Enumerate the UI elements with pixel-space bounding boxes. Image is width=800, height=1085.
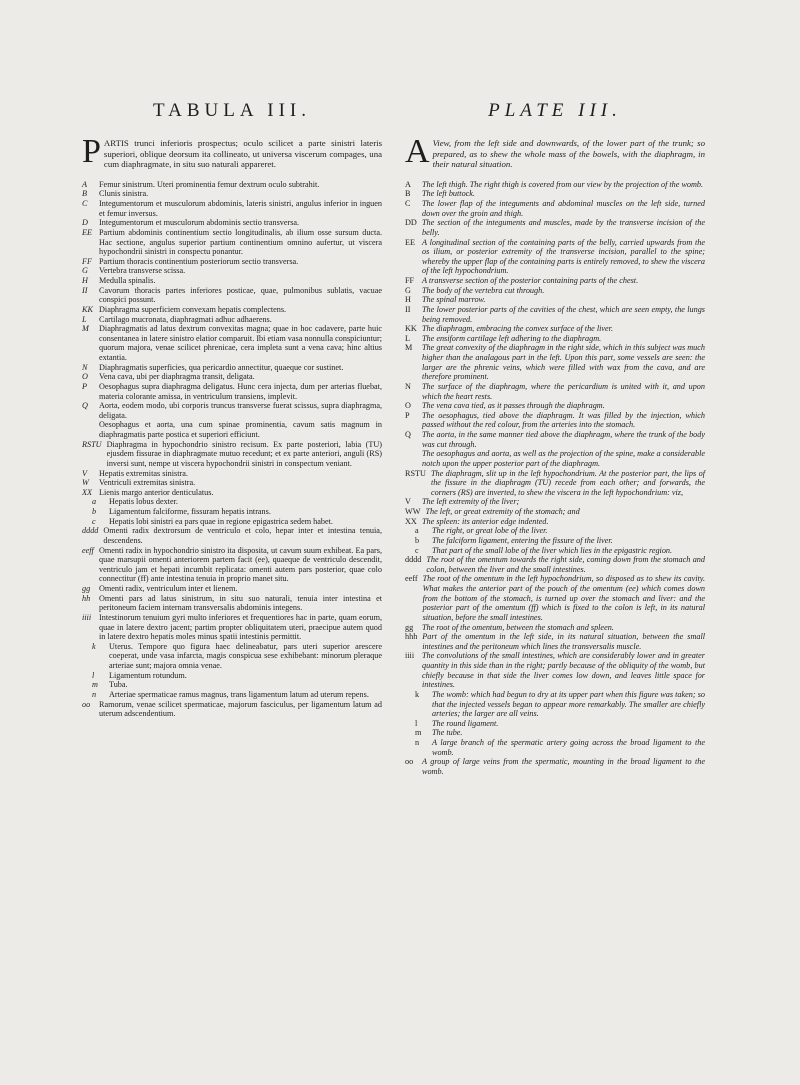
english-column	[405, 100, 705, 777]
legend-key: hh	[82, 593, 91, 603]
legend-text: Ligamentum falciforme, fissuram hepatis intrans.	[109, 507, 271, 517]
legend-text: Oesophagus et aorta, una cum spinae prominentia, cavum satis magnum in diaphragmatis parte postica et superiori efficiunt.	[99, 420, 382, 440]
legend-text: Oesophagus supra diaphragma deligatus. Hunc cera injecta, dum per arterias fluebat, materia colorante amissa, in ventriculum transiens, implevit.	[99, 381, 382, 401]
legend-key: dddd	[405, 555, 422, 565]
legend-key: B	[405, 189, 411, 199]
legend-key: FF	[82, 256, 93, 266]
legend-entry	[405, 401, 705, 411]
latin-intro: PARTIS trunci inferioris prospectus; oculo scilicet a parte sinistri lateris superiori, oblique deorsum ita collineato, ut universa viscerum compages, una cum diaphragmate, in situ suo naturali appareret.	[82, 133, 382, 170]
legend-entry	[405, 574, 705, 622]
legend-entry	[405, 199, 705, 218]
legend-entry	[405, 324, 705, 334]
legend-text: The ensiform cartilage left adhering to the diaphragm.	[422, 333, 602, 343]
legend-text: The lower flap of the integuments and abdominal muscles on the left side, turned down over the groin and thigh.	[422, 199, 705, 218]
legend-text: That part of the small lobe of the liver which lies in the epigastric region.	[432, 545, 673, 555]
legend-entry	[82, 497, 382, 507]
legend-text: Omenti pars ad latus sinistrum, in situ suo naturali, tenuia inter intestina et peritoneum faciem internam transversalis abdominis integens.	[99, 593, 382, 613]
legend-entry	[405, 382, 705, 401]
legend-text: A large branch of the spermatic artery going across the broad ligament to the womb.	[432, 738, 705, 757]
legend-text: Lienis margo anterior denticulatus.	[99, 487, 214, 497]
legend-text: The vena cava tied, as it passes through the diaphragm.	[422, 401, 605, 411]
legend-key: gg	[405, 622, 414, 632]
legend-entry	[82, 189, 382, 199]
legend-text: Hepatis lobi sinistri ea pars quae in regione epigastrica sedem habet.	[109, 516, 333, 526]
legend-text: Omenti radix, ventriculum inter et lienem.	[99, 584, 238, 594]
legend-entry	[405, 632, 705, 651]
legend-key: DD	[405, 218, 417, 228]
legend-entry	[405, 517, 705, 527]
legend-key: KK	[82, 304, 93, 314]
legend-key: iiii	[82, 612, 92, 622]
legend-key: II	[405, 304, 411, 314]
legend-key: Q	[82, 401, 88, 411]
legend-entry	[82, 228, 382, 257]
legend-entry	[82, 324, 382, 363]
legend-key: m	[92, 680, 98, 690]
legend-key: b	[92, 507, 97, 517]
legend-key: eeff	[82, 545, 94, 555]
legend-entry	[82, 180, 382, 190]
legend-key: II	[82, 285, 88, 295]
legend-text: The spleen: its anterior edge indented.	[422, 516, 549, 526]
legend-text: Partium abdominis continentium sectio longitudinalis, ab ilium osse sursum ducta. Hac sectione, angulus superior partium continentium omnino aufertur, ut viscera hypochondrii sinistri in conspectu ponantur.	[99, 227, 382, 257]
legend-text: The spinal marrow.	[422, 295, 486, 305]
legend-entry	[405, 555, 705, 574]
legend-key: l	[415, 718, 418, 728]
legend-entry	[82, 700, 382, 719]
legend-text: The womb: which had begun to dry at its upper part when this figure was taken; so that the injected vessels began to appear more remarkably. The smaller are chiefly arteries; the larger are all veins.	[432, 689, 705, 719]
legend-text: The root of the omentum, between the stomach and spleen.	[422, 622, 614, 632]
legend-text: Ventriculi extremitas sinistra.	[99, 478, 196, 488]
legend-key: H	[405, 295, 411, 305]
legend-text: The lower posterior parts of the cavities of the chest, which are seen empty, the lungs being removed.	[422, 304, 705, 324]
legend-text: Hepatis extremitas sinistra.	[99, 468, 188, 478]
legend-entry	[405, 295, 705, 305]
legend-key: dddd	[82, 526, 99, 536]
legend-key: A	[82, 179, 88, 189]
legend-key: P	[82, 381, 88, 391]
legend-entry	[82, 315, 382, 325]
legend-entry	[405, 189, 705, 199]
legend-key: EE	[82, 227, 93, 237]
legend-entry	[405, 536, 705, 546]
legend-key: L	[405, 333, 411, 343]
legend-key: a	[415, 526, 419, 536]
legend-text: The aorta, in the same manner tied above the diaphragm, where the trunk of the body was cut through.	[422, 430, 705, 449]
legend-entry	[82, 199, 382, 218]
legend-key: C	[82, 199, 88, 209]
legend-entry	[82, 401, 382, 420]
legend-entry	[405, 719, 705, 729]
legend-key: G	[405, 285, 411, 295]
legend-entry	[405, 728, 705, 738]
legend-entry	[405, 690, 705, 719]
legend-entry	[82, 478, 382, 488]
legend-text: The diaphragm, slit up in the left hypochondrium. At the posterior part, the lips of the fissure in the diaphragm (TU) recede from each other; and forwards, the corners (RS) are inverted, to shew the viscera in the left hypochondrium: viz,	[430, 468, 705, 497]
legend-key: XX	[82, 487, 93, 497]
legend-key: V	[405, 497, 411, 507]
legend-key: RSTU	[82, 439, 102, 449]
legend-text: Integumentorum et musculorum abdominis, lateris sinistri, angulus inferior in inguen et femur inversus.	[99, 199, 382, 218]
legend-entry	[405, 449, 705, 468]
legend-entry	[82, 440, 382, 469]
legend-key: H	[82, 276, 88, 286]
legend-text: Ligamentum rotundum.	[109, 670, 187, 680]
legend-key: k	[415, 689, 420, 699]
legend-text: Ramorum, venae scilicet spermaticae, majorum fasciculus, per ligamentum latum ad uterum adscendentium.	[99, 699, 382, 719]
legend-key: n	[415, 738, 420, 748]
legend-text: Diaphragmatis superficies, qua pericardio annectitur, quaeque cor sustinet.	[99, 362, 344, 372]
legend-text: Diaphragma superficiem convexam hepatis complectens.	[99, 304, 287, 314]
legend-key: D	[82, 218, 88, 228]
legend-text: The diaphragm, embracing the convex surface of the liver.	[422, 324, 613, 334]
legend-entry	[405, 430, 705, 449]
latin-heading: TABULA III.	[153, 100, 311, 121]
legend-text: Aorta, eodem modo, ubi corporis truncus transverse fuerat scissus, supra diaphragma, deligata.	[99, 401, 382, 420]
legend-text: Arteriae spermaticae ramus magnus, trans ligamentum latum ad uterum repens.	[109, 689, 369, 699]
legend-entry	[405, 238, 705, 277]
legend-entry	[405, 497, 705, 507]
legend-entry	[405, 651, 705, 690]
legend-text: Diaphragmatis ad latus dextrum convexitas magna; quae in hoc cadavere, parte huic consentanea in latere sinistro elatior comparuit. Ibi etiam vasa nonnulla conspiciuntur; quorum majora, venae scilicet phrenicae, cera impleta sunt a vena cava; hinc altius extantia.	[99, 324, 382, 363]
legend-key: l	[92, 670, 95, 680]
legend-entry	[405, 334, 705, 344]
legend-text: The oesophagus, tied above the diaphragm. It was filled by the injection, which passed without the red colour, from the arteries into the stomach.	[422, 410, 705, 430]
legend-text: The round ligament.	[432, 718, 499, 728]
legend-text: The left buttock.	[422, 189, 475, 199]
legend-text: Omenti radix in hypochondrio sinistro ita disposita, ut cavum suum exhibeat. Ea pars, quae marsupii omenti anteriorem partem facit (ee), quaeque de ventriculo descendit, ventriculo jam et hepati incumbit replicata: omenti autem pars posterior, quae colo connectitur (ff) ante intestina tenuia in proprio manet situ.	[99, 545, 382, 584]
legend-text: The root of the omentum towards the right side, coming down from the stomach and colon, between the liver and the small intestines.	[426, 555, 705, 574]
legend-entry	[405, 305, 705, 324]
legend-key: m	[415, 728, 422, 738]
legend-entry	[405, 286, 705, 296]
latin-column	[82, 100, 382, 719]
legend-text: Medulla spinalis.	[99, 276, 156, 286]
legend-text: The left thigh. The right thigh is covered from our view by the projection of the womb.	[422, 179, 704, 189]
legend-entry	[405, 546, 705, 556]
legend-text: Hepatis lobus dexter.	[109, 497, 178, 507]
legend-text: The surface of the diaphragm, where the pericardium is united with it, and upon which the heart rests.	[422, 381, 705, 401]
legend-text: The great convexity of the diaphragm in the right side, which in this subject was much higher than the analagous part in the left. Upon this part, some vessels are seen: the larger are the phrenic veins, which were filled with wax from the cava, and are therefore prominent.	[422, 343, 705, 382]
english-legend	[405, 180, 705, 777]
legend-key: c	[415, 545, 419, 555]
legend-key: Q	[405, 430, 411, 440]
legend-key: oo	[82, 699, 91, 709]
legend-text: Partium thoracis continentium posteriorum sectio transversa.	[99, 256, 299, 266]
legend-entry	[82, 526, 382, 545]
legend-text: A transverse section of the posterior containing parts of the chest.	[422, 276, 639, 286]
legend-text: The falciform ligament, entering the fissure of the liver.	[432, 535, 613, 545]
legend-key: P	[405, 410, 410, 420]
legend-key: hhh	[405, 632, 418, 642]
legend-text: Diaphragma in hypochondrio sinistro recisum. Ex parte posteriori, labia (TU) ejusdem fissurae in diaphragmate mutuo recedunt; et ex parte anteriori, anguli (RS) inversi sunt, nempe ut viscera hypochondrii sinistri in conspectum veniant.	[106, 439, 382, 468]
legend-text: The section of the integuments and muscles, made by the transverse incision of the belly.	[422, 218, 705, 237]
legend-entry	[405, 469, 705, 498]
legend-entry	[405, 738, 705, 757]
legend-key: L	[82, 314, 87, 324]
legend-key: iiii	[405, 651, 415, 661]
legend-entry	[82, 276, 382, 286]
legend-key: WW	[405, 507, 421, 517]
legend-entry	[82, 469, 382, 479]
legend-text: Tuba.	[109, 680, 128, 690]
legend-entry	[405, 343, 705, 382]
legend-entry	[82, 680, 382, 690]
english-intro: AView, from the left side and downwards, of the lower part of the trunk; so prepared, as to shew the whole mass of the bowels, with the diaphragm, in their natural situation.	[405, 133, 705, 170]
legend-entry	[82, 218, 382, 228]
legend-key: eeff	[405, 574, 418, 584]
legend-entry	[82, 420, 382, 439]
legend-entry	[82, 507, 382, 517]
legend-key: c	[92, 516, 96, 526]
legend-text: Cartilago mucronata, diaphragmati adhuc adhaerens.	[99, 314, 272, 324]
legend-text: The left, or great extremity of the stomach; and	[425, 507, 580, 517]
legend-entry	[82, 594, 382, 613]
legend-text: The root of the omentum in the left hypochondrium, so disposed as to shew its cavity. What makes the anterior part of the pouch of the omentum (ee) which comes down from the bottom of the stomach, is turned up over the stomach and liver: and the posterior part of the omentum (ff) which is fixed to the colon is left, in its natural situation, before the small intestines.	[422, 574, 705, 622]
legend-key: RSTU	[405, 468, 426, 478]
legend-text: Intestinorum tenuium gyri multo inferiores et frequentiores hac in parte, quam eorum, quae in latere dextro jacent; partim propter obliquitatem uteri, praecipue autem quod in latere dextro hepatis moles minus spatii intestinis permittit.	[99, 612, 382, 642]
legend-entry	[82, 257, 382, 267]
legend-key: gg	[82, 584, 91, 594]
legend-entry	[405, 218, 705, 237]
legend-key: M	[82, 324, 89, 334]
legend-key: M	[405, 343, 413, 353]
legend-key: FF	[405, 276, 415, 286]
latin-legend	[82, 180, 382, 719]
legend-entry	[405, 526, 705, 536]
legend-entry	[405, 180, 705, 190]
legend-text: The left extremity of the liver;	[422, 497, 520, 507]
legend-text: Vertebra transverse scissa.	[99, 266, 186, 276]
english-heading: PLATE III.	[488, 100, 622, 121]
legend-entry	[405, 757, 705, 776]
legend-entry	[82, 488, 382, 498]
legend-entry	[82, 382, 382, 401]
legend-key: A	[405, 179, 411, 189]
legend-text: Cavorum thoracis partes inferiores posticae, quae, pulmonibus sublatis, vacuae conspici possunt.	[99, 285, 382, 305]
legend-text: The tube.	[432, 728, 463, 738]
legend-key: O	[82, 372, 88, 382]
legend-text: A group of large veins from the spermatic, mounting in the broad ligament to the womb.	[422, 757, 705, 776]
legend-key: N	[82, 362, 88, 372]
legend-text: The right, or great lobe of the liver.	[432, 526, 548, 536]
legend-key: b	[415, 535, 420, 545]
legend-key: oo	[405, 757, 414, 767]
legend-key: XX	[405, 516, 417, 526]
legend-text: The convolutions of the small intestines, which are considerably lower and in greater quantity in this side than in the right; partly because of the obliquity of the womb, but chiefly because in that side the liver comes low down, and leaves little space for intestines.	[422, 651, 705, 690]
legend-key: C	[405, 199, 411, 209]
legend-text: Vena cava, ubi per diaphragma transit, deligata.	[99, 372, 255, 382]
legend-key: k	[92, 641, 96, 651]
legend-entry	[82, 546, 382, 585]
legend-text: A longitudinal section of the containing parts of the belly, carried upwards from the os ilium, or posterior extremity of the transverse incision, parallel to the spine; whereby the upper flap of the containing parts is entirely removed, to shew the viscera of the left hypochondrium.	[422, 237, 705, 276]
legend-entry	[405, 411, 705, 430]
legend-entry	[82, 690, 382, 700]
legend-entry	[82, 613, 382, 642]
legend-entry	[82, 671, 382, 681]
legend-entry	[82, 266, 382, 276]
legend-key: O	[405, 401, 411, 411]
legend-key: W	[82, 478, 89, 488]
legend-entry	[405, 276, 705, 286]
legend-entry	[82, 372, 382, 382]
legend-text: Integumentorum et musculorum abdominis sectio transversa.	[99, 218, 300, 228]
legend-text: Part of the omentum in the left side, in its natural situation, between the small intestines and the peritoneum which lines the transversalis muscle.	[422, 632, 705, 651]
legend-text: Clunis sinistra.	[99, 189, 149, 199]
legend-key: B	[82, 189, 88, 199]
legend-entry	[82, 642, 382, 671]
legend-key: n	[92, 689, 97, 699]
legend-key: V	[82, 468, 88, 478]
legend-entry	[82, 305, 382, 315]
legend-text: Femur sinistrum. Uteri prominentia femur dextrum oculo subtrahit.	[99, 179, 320, 189]
legend-entry	[82, 584, 382, 594]
legend-key: KK	[405, 324, 417, 334]
legend-entry	[82, 286, 382, 305]
legend-text: Omenti radix dextrorsum de ventriculo et colo, hepar inter et intestina tenuia, descendens.	[103, 526, 382, 545]
legend-text: The body of the vertebra cut through.	[422, 285, 545, 295]
legend-text: The oesophagus and aorta, as well as the projection of the spine, make a considerable notch upon the upper posterior part of the diaphragm.	[422, 449, 705, 468]
legend-entry	[82, 517, 382, 527]
legend-key: a	[92, 497, 97, 507]
legend-entry	[405, 623, 705, 633]
legend-entry	[405, 507, 705, 517]
legend-key: G	[82, 266, 88, 276]
legend-text: Uterus. Tempore quo figura haec delineabatur, pars uteri superior arescere coeperat, unde vasa infarcta, magis conspicua sese exhibebant: minorum pleraque arteriae sunt; majora omnia venae.	[109, 641, 382, 671]
legend-entry	[82, 363, 382, 373]
legend-key: N	[405, 381, 411, 391]
legend-key: EE	[405, 237, 416, 247]
